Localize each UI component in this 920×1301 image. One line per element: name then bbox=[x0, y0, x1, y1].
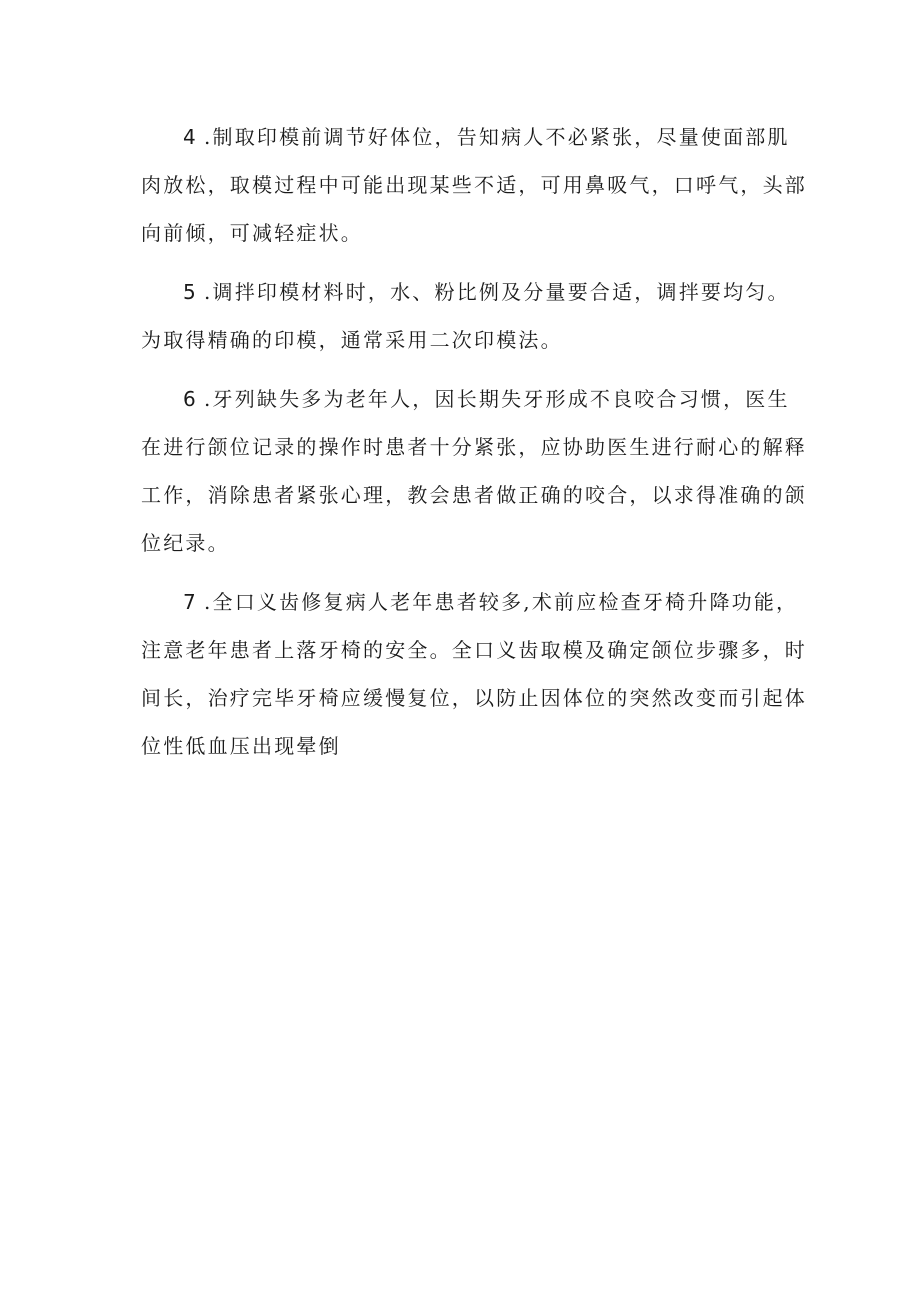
paragraph-6-line-3: 工作，消除患者紧张心理，教会患者做正确的咬合，以求得准确的颌 bbox=[141, 483, 807, 507]
paragraph-7 bbox=[141, 578, 807, 770]
paragraph-7-line-3: 间长，治疗完毕牙椅应缓慢复位，以防止因体位的突然改变而引起体 bbox=[141, 686, 807, 710]
paragraph-7-line-4: 位性低血压出现晕倒 bbox=[141, 734, 341, 758]
paragraph-4-number: 4 bbox=[183, 125, 198, 149]
paragraph-5 bbox=[141, 268, 790, 364]
paragraph-6-line-1-text: .牙列缺失多为老年人，因长期失牙形成不良咬合习惯，医生 bbox=[203, 387, 790, 411]
paragraph-4-line-3: 向前倾，可减轻症状。 bbox=[141, 221, 363, 245]
paragraph-7-line-1-text: .全口义齿修复病人老年患者较多,术前应检查牙椅升降功能， bbox=[203, 590, 799, 614]
paragraph-5-line-2: 为取得精确的印模，通常采用二次印模法。 bbox=[141, 328, 563, 352]
paragraph-4-line-2: 肉放松，取模过程中可能出现某些不适，可用鼻吸气，口呼气，头部 bbox=[141, 173, 807, 197]
paragraph-6 bbox=[141, 375, 807, 567]
paragraph-6-line-1 bbox=[141, 375, 790, 423]
paragraph-7-line-2: 注意老年患者上落牙椅的安全。全口义齿取模及确定颌位步骤多，时 bbox=[141, 638, 807, 662]
paragraph-6-line-4: 位纪录。 bbox=[141, 531, 230, 555]
paragraph-4-line-1 bbox=[141, 113, 790, 161]
paragraph-4 bbox=[141, 113, 807, 257]
paragraph-5-number: 5 bbox=[183, 280, 198, 304]
paragraph-6-line-2: 在进行颌位记录的操作时患者十分紧张，应协助医生进行耐心的解释 bbox=[141, 435, 807, 459]
paragraph-7-line-1 bbox=[141, 578, 799, 626]
paragraph-5-line-1 bbox=[141, 268, 790, 316]
document-body bbox=[141, 113, 807, 781]
paragraph-7-number: 7 bbox=[183, 590, 198, 614]
paragraph-6-number: 6 bbox=[183, 387, 198, 411]
paragraph-4-line-1-text: .制取印模前调节好体位，告知病人不必紧张，尽量使面部肌 bbox=[203, 125, 790, 149]
paragraph-5-line-1-text: .调拌印模材料时，水、粉比例及分量要合适，调拌要均匀。 bbox=[203, 280, 790, 304]
